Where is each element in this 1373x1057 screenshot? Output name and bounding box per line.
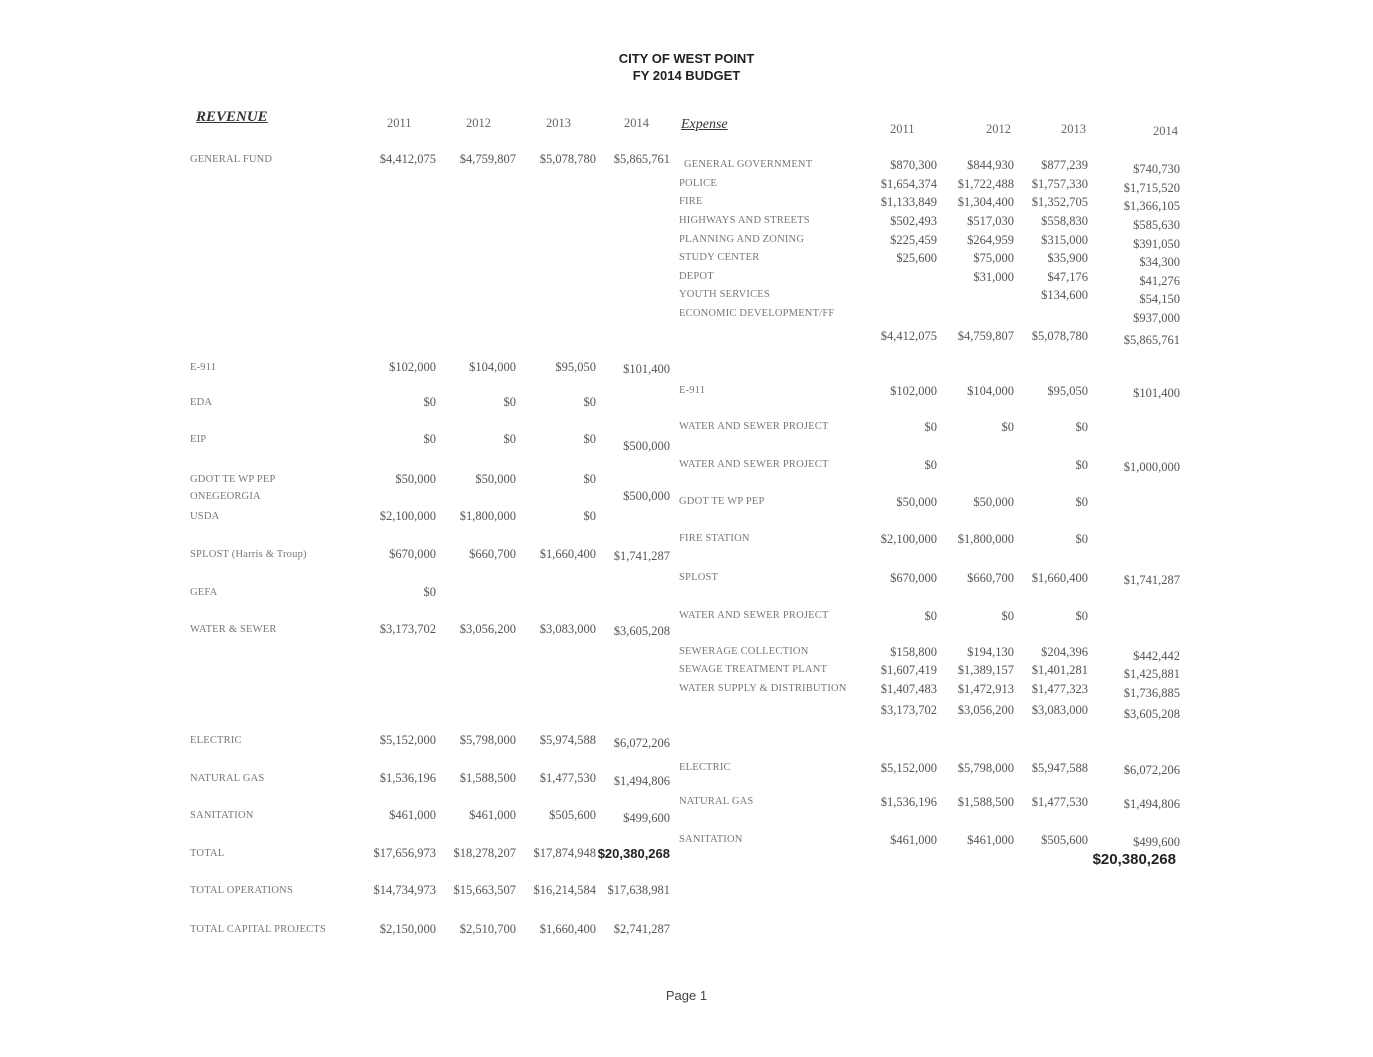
expense-cell: $1,715,520 <box>1123 181 1180 195</box>
expense-row-label: GENERAL GOVERNMENT <box>684 159 813 170</box>
document-subtitle: FY 2014 BUDGET <box>632 68 741 83</box>
expense-cell: $1,654,374 <box>880 177 937 191</box>
revenue-row-label: SPLOST (Harris & Troup) <box>190 549 307 560</box>
revenue-heading: REVENUE <box>196 109 268 125</box>
revenue-cell: $50,000 <box>395 472 436 486</box>
revenue-cell: $5,078,780 <box>539 152 596 166</box>
expense-cell: $391,050 <box>1133 237 1180 251</box>
revenue-row-label: TOTAL OPERATIONS <box>190 885 293 896</box>
revenue-row-label: GENERAL FUND <box>190 154 273 165</box>
expense-cell: $499,600 <box>1133 835 1180 849</box>
expense-cell: $1,401,281 <box>1031 663 1088 677</box>
revenue-year-2014: 2014 <box>624 116 649 130</box>
expense-cell: $1,000,000 <box>1123 460 1180 474</box>
revenue-row-label: ELECTRIC <box>190 735 242 746</box>
expense-cell: $5,947,588 <box>1031 761 1088 775</box>
expense-cell: $3,605,208 <box>1123 707 1180 721</box>
revenue-cell: $499,600 <box>623 811 670 825</box>
revenue-cell: $500,000 <box>623 439 670 453</box>
expense-cell: $0 <box>1075 420 1088 434</box>
revenue-cell: $101,400 <box>623 362 670 376</box>
revenue-cell: $3,083,000 <box>539 622 596 636</box>
revenue-cell: $1,588,500 <box>459 771 516 785</box>
revenue-cell: $670,000 <box>389 547 436 561</box>
expense-cell: $937,000 <box>1133 311 1180 325</box>
expense-cell: $95,050 <box>1047 384 1088 398</box>
revenue-cell: $0 <box>583 432 596 446</box>
expense-cell: $1,477,323 <box>1031 682 1088 696</box>
revenue-row-label: TOTAL CAPITAL PROJECTS <box>190 924 326 935</box>
revenue-cell: $1,536,196 <box>379 771 436 785</box>
expense-cell: $1,352,705 <box>1031 195 1088 209</box>
expense-row-label: E-911 <box>679 385 706 396</box>
expense-cell: $75,000 <box>973 251 1014 265</box>
expense-cell: $1,536,196 <box>880 795 937 809</box>
revenue-cell: $2,150,000 <box>379 922 436 936</box>
expense-cell: $1,366,105 <box>1123 199 1180 213</box>
revenue-cell: $15,663,507 <box>453 883 516 897</box>
expense-year-2013: 2013 <box>1061 122 1086 136</box>
expense-cell: $102,000 <box>890 384 937 398</box>
expense-cell: $194,130 <box>967 645 1014 659</box>
expense-cell: $204,396 <box>1041 645 1088 659</box>
expense-row-label: SEWAGE TREATMENT PLANT <box>679 664 828 675</box>
revenue-row-label: ONEGEORGIA <box>190 491 261 502</box>
revenue-year-2013: 2013 <box>546 116 571 130</box>
revenue-cell: $2,741,287 <box>613 922 670 936</box>
expense-cell: $6,072,206 <box>1123 763 1180 777</box>
expense-cell: $0 <box>1075 495 1088 509</box>
expense-cell: $3,173,702 <box>880 703 937 717</box>
expense-row-label: SANITATION <box>679 834 743 845</box>
revenue-cell: $5,974,588 <box>539 733 596 747</box>
expense-cell: $50,000 <box>896 495 937 509</box>
expense-cell: $101,400 <box>1133 386 1180 400</box>
revenue-cell: $0 <box>503 432 516 446</box>
revenue-cell: $1,494,806 <box>613 774 670 788</box>
revenue-cell: $17,638,981 <box>607 883 670 897</box>
expense-cell: $41,276 <box>1139 274 1180 288</box>
revenue-cell: $17,874,948 <box>533 846 596 860</box>
expense-row-label: STUDY CENTER <box>679 252 760 263</box>
expense-cell: $54,150 <box>1139 292 1180 306</box>
expense-cell: $558,830 <box>1041 214 1088 228</box>
expense-cell: $585,630 <box>1133 218 1180 232</box>
expense-cell: $1,425,881 <box>1123 667 1180 681</box>
revenue-cell: $461,000 <box>389 808 436 822</box>
revenue-row-label: EIP <box>190 434 207 445</box>
expense-row-label: PLANNING AND ZONING <box>679 234 805 245</box>
expense-row-label: ECONOMIC DEVELOPMENT/FF <box>679 308 835 319</box>
expense-row-label: SEWERAGE COLLECTION <box>679 646 809 657</box>
expense-row-label: NATURAL GAS <box>679 796 754 807</box>
expense-row-label: WATER AND SEWER PROJECT <box>679 459 829 470</box>
expense-cell: $844,930 <box>967 158 1014 172</box>
expense-cell: $442,442 <box>1133 649 1180 663</box>
expense-cell: $34,300 <box>1139 255 1180 269</box>
expense-cell: $0 <box>1075 458 1088 472</box>
expense-cell: $5,152,000 <box>880 761 937 775</box>
revenue-cell: $0 <box>503 395 516 409</box>
expense-row-label: SPLOST <box>679 572 719 583</box>
revenue-cell: $14,734,973 <box>373 883 436 897</box>
revenue-cell: $0 <box>583 395 596 409</box>
page-number: Page 1 <box>665 988 708 1003</box>
expense-cell: $3,083,000 <box>1031 703 1088 717</box>
expense-cell: $502,493 <box>890 214 937 228</box>
revenue-row-label: E-911 <box>190 362 217 373</box>
expense-cell: $225,459 <box>890 233 937 247</box>
expense-cell: $104,000 <box>967 384 1014 398</box>
revenue-cell: $20,380,268 <box>597 846 670 861</box>
revenue-cell: $2,100,000 <box>379 509 436 523</box>
expense-cell: $5,078,780 <box>1031 329 1088 343</box>
revenue-cell: $1,660,400 <box>539 547 596 561</box>
expense-cell: $505,600 <box>1041 833 1088 847</box>
revenue-cell: $95,050 <box>555 360 596 374</box>
expense-cell: $1,736,885 <box>1123 686 1180 700</box>
expense-cell: $660,700 <box>967 571 1014 585</box>
expense-cell: $158,800 <box>890 645 937 659</box>
expense-cell: $4,412,075 <box>880 329 937 343</box>
expense-row-label: WATER SUPPLY & DISTRIBUTION <box>679 683 847 694</box>
revenue-cell: $16,214,584 <box>533 883 596 897</box>
revenue-cell: $1,741,287 <box>613 549 670 563</box>
revenue-cell: $5,865,761 <box>613 152 670 166</box>
revenue-row-label: WATER & SEWER <box>190 624 277 635</box>
expense-cell: $1,389,157 <box>957 663 1014 677</box>
expense-cell: $315,000 <box>1041 233 1088 247</box>
expense-cell: $1,800,000 <box>957 532 1014 546</box>
expense-cell: $877,239 <box>1041 158 1088 172</box>
revenue-cell: $0 <box>423 432 436 446</box>
expense-cell: $1,588,500 <box>957 795 1014 809</box>
revenue-cell: $0 <box>423 585 436 599</box>
expense-cell: $1,494,806 <box>1123 797 1180 811</box>
expense-cell: $3,056,200 <box>957 703 1014 717</box>
grand-total: $20,380,268 <box>1092 851 1176 868</box>
expense-row-label: FIRE <box>679 196 703 207</box>
revenue-cell: $4,759,807 <box>459 152 516 166</box>
revenue-cell: $6,072,206 <box>613 736 670 750</box>
revenue-cell: $1,800,000 <box>459 509 516 523</box>
revenue-cell: $660,700 <box>469 547 516 561</box>
revenue-cell: $2,510,700 <box>459 922 516 936</box>
expense-cell: $1,133,849 <box>880 195 937 209</box>
revenue-cell: $18,278,207 <box>453 846 516 860</box>
expense-cell: $0 <box>1075 609 1088 623</box>
expense-cell: $5,865,761 <box>1123 333 1180 347</box>
expense-cell: $47,176 <box>1047 270 1088 284</box>
expense-cell: $670,000 <box>890 571 937 585</box>
expense-cell: $0 <box>1001 609 1014 623</box>
revenue-cell: $5,798,000 <box>459 733 516 747</box>
revenue-row-label: GEFA <box>190 587 218 598</box>
expense-cell: $1,660,400 <box>1031 571 1088 585</box>
expense-cell: $0 <box>924 420 937 434</box>
expense-cell: $1,304,400 <box>957 195 1014 209</box>
expense-row-label: HIGHWAYS AND STREETS <box>679 215 810 226</box>
expense-cell: $4,759,807 <box>957 329 1014 343</box>
revenue-cell: $1,477,530 <box>539 771 596 785</box>
revenue-cell: $0 <box>583 472 596 486</box>
expense-row-label: YOUTH SERVICES <box>679 289 770 300</box>
expense-row-label: FIRE STATION <box>679 533 750 544</box>
expense-cell: $0 <box>924 458 937 472</box>
expense-cell: $25,600 <box>896 251 937 265</box>
expense-cell: $0 <box>924 609 937 623</box>
revenue-cell: $505,600 <box>549 808 596 822</box>
document-title: CITY OF WEST POINT <box>618 51 755 66</box>
expense-cell: $35,900 <box>1047 251 1088 265</box>
expense-cell: $0 <box>1075 532 1088 546</box>
revenue-cell: $5,152,000 <box>379 733 436 747</box>
revenue-cell: $17,656,973 <box>373 846 436 860</box>
expense-cell: $461,000 <box>890 833 937 847</box>
revenue-cell: $461,000 <box>469 808 516 822</box>
expense-cell: $1,407,483 <box>880 682 937 696</box>
expense-cell: $1,477,530 <box>1031 795 1088 809</box>
expense-cell: $5,798,000 <box>957 761 1014 775</box>
revenue-cell: $0 <box>423 395 436 409</box>
expense-cell: $134,600 <box>1041 288 1088 302</box>
expense-heading: Expense <box>681 117 728 132</box>
expense-year-2012: 2012 <box>986 122 1011 136</box>
expense-cell: $31,000 <box>973 270 1014 284</box>
expense-cell: $50,000 <box>973 495 1014 509</box>
revenue-cell: $104,000 <box>469 360 516 374</box>
revenue-year-2012: 2012 <box>466 116 491 130</box>
expense-cell: $461,000 <box>967 833 1014 847</box>
expense-row-label: WATER AND SEWER PROJECT <box>679 421 829 432</box>
revenue-row-label: SANITATION <box>190 810 254 821</box>
expense-row-label: GDOT TE WP PEP <box>679 496 765 507</box>
revenue-row-label: NATURAL GAS <box>190 773 265 784</box>
expense-cell: $1,472,913 <box>957 682 1014 696</box>
expense-row-label: DEPOT <box>679 271 714 282</box>
expense-cell: $0 <box>1001 420 1014 434</box>
expense-cell: $740,730 <box>1133 162 1180 176</box>
revenue-cell: $4,412,075 <box>379 152 436 166</box>
expense-cell: $1,722,488 <box>957 177 1014 191</box>
expense-row-label: WATER AND SEWER PROJECT <box>679 610 829 621</box>
revenue-cell: $3,056,200 <box>459 622 516 636</box>
expense-cell: $264,959 <box>967 233 1014 247</box>
expense-row-label: POLICE <box>679 178 717 189</box>
revenue-cell: $3,605,208 <box>613 624 670 638</box>
revenue-cell: $50,000 <box>475 472 516 486</box>
revenue-cell: $1,660,400 <box>539 922 596 936</box>
expense-cell: $2,100,000 <box>880 532 937 546</box>
revenue-cell: $102,000 <box>389 360 436 374</box>
revenue-cell: $500,000 <box>623 489 670 503</box>
revenue-cell: $3,173,702 <box>379 622 436 636</box>
revenue-row-label: EDA <box>190 397 213 408</box>
expense-year-2011: 2011 <box>890 122 915 136</box>
revenue-row-label: USDA <box>190 511 220 522</box>
expense-row-label: ELECTRIC <box>679 762 731 773</box>
revenue-row-label: TOTAL <box>190 848 225 859</box>
revenue-cell: $0 <box>583 509 596 523</box>
expense-cell: $870,300 <box>890 158 937 172</box>
revenue-year-2011: 2011 <box>387 116 412 130</box>
expense-cell: $517,030 <box>967 214 1014 228</box>
expense-year-2014: 2014 <box>1153 124 1178 138</box>
expense-cell: $1,757,330 <box>1031 177 1088 191</box>
expense-cell: $1,607,419 <box>880 663 937 677</box>
revenue-row-label: GDOT TE WP PEP <box>190 474 276 485</box>
expense-cell: $1,741,287 <box>1123 573 1180 587</box>
